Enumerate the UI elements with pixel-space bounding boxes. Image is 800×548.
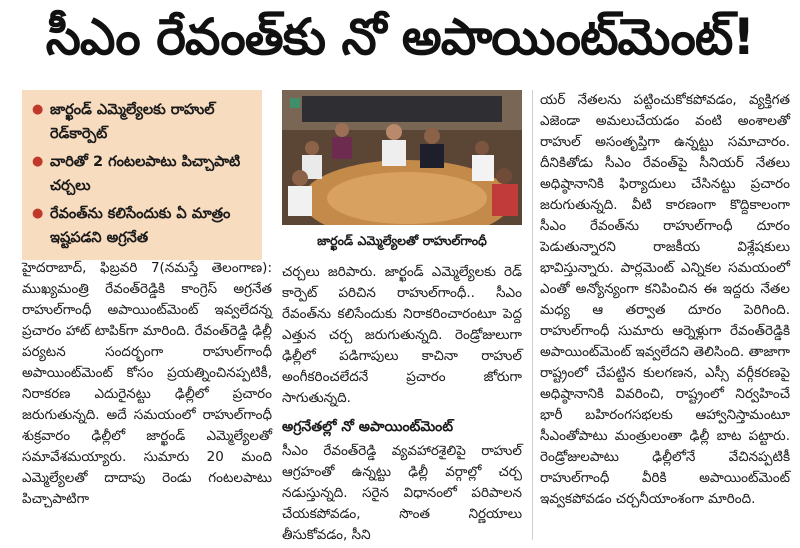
bullet-icon: ● bbox=[32, 206, 44, 221]
column-divider bbox=[532, 90, 533, 540]
article-column-3 bbox=[540, 90, 790, 510]
article-column-2 bbox=[282, 262, 522, 546]
highlight-text: రేవంత్‌ను కలిసేందుకు ఏ మాత్రం ఇష్టపడని అగ్రనేత bbox=[50, 206, 231, 246]
section-subheading: అగ్రనేతల్లో నో అపాయింట్‌మెంట్ bbox=[282, 419, 454, 435]
article-paragraph: సీఎం రేవంత్‌రెడ్డి వ్యవహారశైలిపై రాహుల్ ఆగ్రహంతో ఉన్నట్టు ఢిల్లీ వర్గాల్లో చర్చ నడుస్తున్నది. సరైన విధానంలో పరిపాలన చేయకపోవడం, సొంత నిర్ణయాలు తీసుకోవడం, సీని bbox=[282, 443, 522, 543]
article-column-1 bbox=[22, 258, 272, 510]
photo-caption: జార్ఖండ్ ఎమ్మెల్యేలతో రాహుల్‌గాంధీ bbox=[317, 233, 487, 248]
highlight-text: జార్ఖండ్ ఎమ్మెల్యేలకు రాహుల్ రెడ్‌కార్పెట్ bbox=[50, 102, 215, 142]
highlights-box bbox=[22, 90, 262, 260]
meeting-photo-image bbox=[282, 90, 522, 225]
bullet-icon: ● bbox=[32, 102, 44, 117]
article-paragraph: హైదరాబాద్, ఫిబ్రవరి 7(నమస్తే తెలంగాణ): ముఖ్యమంత్రి రేవంత్‌రెడ్డికి కాంగ్రెస్ అగ్రనేత రాహుల్‌గాంధీ అపాయింట్‌మెంట్ ఇవ్వలేదన్న ప్రచారం హాట్ టాపిక్‌గా మారింది. రేవంత్‌రెడ్డి ఢిల్లీ పర్యటన సందర్భంగా రాహుల్‌గాంధీ అపాయింట్‌మెంట్ కోసం ప్రయత్నించినప్పటికీ, నిరాకరణ ఎదురైనట్టు ఢిల్లీలో ప్రచారం జరుగుతున్నది. అదే సమయంలో రాహుల్‌గాంధీ శుక్రవారం ఢిల్లీలో జార్ఖండ్ ఎమ్మెల్యేలతో సమావేశమయ్యారు. సుమారు 20 మంది ఎమ్మెల్యేలతో దాదాపు రెండు గంటలపాటు పిచ్చాపాటిగా bbox=[22, 260, 272, 507]
headline: సీఎం రేవంత్‌కు నో అపాయింట్‌మెంట్! bbox=[45, 7, 755, 66]
highlight-item bbox=[32, 202, 252, 250]
article-paragraph: చర్చలు జరిపారు. జార్ఖండ్ ఎమ్మెల్యేలకు రెడ్ కార్పెట్ పరిచిన రాహుల్‌గాంధీ.. సీఎం రేవంత్‌ను కలిసేందుకు నిరాకరించారంటూ పెద్ద ఎత్తున చర్చ జరుగుతున్నది. రెండ్రోజులుగా ఢిల్లీలో పడిగాపులు కాచినా రాహుల్ అంగీకరించలేదనే ప్రచారం జోరుగా సాగుతున్నది. bbox=[282, 264, 522, 406]
meeting-photo bbox=[282, 90, 522, 225]
article-paragraph: యర్ నేతలను పట్టించుకోకపోవడం, వ్యక్తిగత ఎజెండా అమలుచేయడం వంటి అంశాలతో రాహుల్ అసంతృప్తిగా ఉన్నట్టు సమాచారం. దీనికితోడు సీఎం రేవంత్‌పై సీనియర్ నేతలు అధిష్ఠానానికి ఫిర్యాదులు చేసినట్టు ప్రచారం జరుగుతున్నది. వీటి కారణంగా కొద్దికాలంగా సీఎం రేవంత్‌ను రాహుల్‌గాంధీ దూరం పెడుతున్నారని రాజకీయ విశ్లేషకులు భావిస్తున్నారు. పార్లమెంట్ ఎన్నికల సమయంలో ఎంతో అన్యోన్యంగా కనిపించిన ఈ ఇద్దరు నేతల మధ్య ఆ తర్వాత దూరం పెరిగింది. రాహుల్‌గాంధీ సుమారు ఆర్నెళ్లుగా రేవంత్‌రెడ్డికి అపాయింట్‌మెంట్ ఇవ్వలేదని తెలిసింది. తాజాగా రాష్ట్రంలో చేపట్టిన కులగణన, ఎస్సీ వర్గీకరణపై అధిష్ఠానానికి వివరించి, రాష్ట్రంలో నిర్వహించే భారీ బహిరంగసభలకు ఆహ్వానిస్తామంటూ సీఎంతోపాటు మంత్రులంతా ఢిల్లీ బాట పట్టారు. రెండ్రోజులపాటు ఢిల్లీలోనే వేచినప్పటికీ రాహుల్‌గాంధీ వీరికి అపాయింట్‌మెంట్ ఇవ్వకపోవడం చర్చనీయాంశంగా మారింది. bbox=[540, 92, 790, 507]
highlight-text: వారితో 2 గంటలపాటు పిచ్చాపాటి చర్చలు bbox=[50, 154, 241, 194]
highlight-item bbox=[32, 150, 252, 198]
highlight-item bbox=[32, 98, 252, 146]
bullet-icon: ● bbox=[32, 154, 44, 169]
